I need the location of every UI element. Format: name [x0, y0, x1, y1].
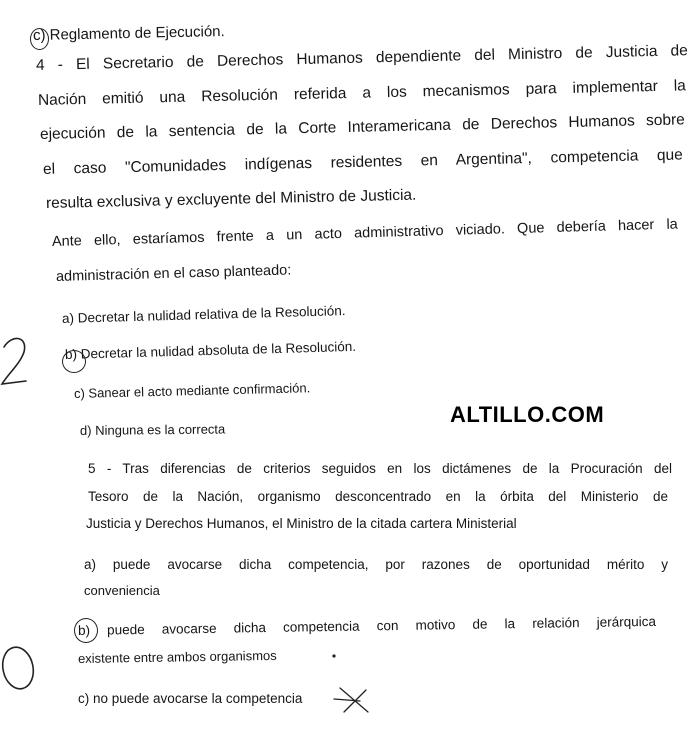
q4-line: el caso "Comunidades indígenas residentes en Argentina", competencia que: [42, 146, 684, 178]
q5-option-b: b) puede avocarse dicha competencia con motivo de la relación jerárquica: [77, 613, 657, 638]
watermark: ALTILLO.COM: [450, 402, 605, 427]
q4-option-b: b) Decretar la nulidad absoluta de la Resolución.: [64, 338, 357, 362]
q4-prompt: Ante ello, estaríamos frente a un acto administrativo viciado. Que debería hacer la: [51, 216, 678, 250]
q4-option-a: a) Decretar la nulidad relativa de la Resolución.: [61, 303, 346, 326]
q5-option-a: conveniencia: [84, 583, 160, 598]
q4-line: 4 - El Secretario de Derechos Humanos dependiente del Ministro de Justicia de: [35, 42, 689, 74]
q4-option-c: c) Sanear el acto mediante confirmación.: [73, 380, 311, 401]
q5-option-b: existente entre ambos organismos: [77, 647, 277, 666]
ink-dot: [332, 654, 335, 657]
handwritten-two: [2, 338, 26, 384]
q5-line: Tesoro de la Nación, organismo desconcentrado en la órbita del Ministerio de: [88, 489, 668, 504]
q4-option-d: d) Ninguna es la correcta: [79, 421, 226, 438]
q4-line: Nación emitió una Resolución referida a los mecanismos para implementar la: [37, 77, 687, 109]
q5-line: 5 - Tras diferencias de criterios seguidos en los dictámenes de la Procuración del: [88, 461, 672, 476]
q5-option-c: c) no puede avocarse la competencia: [78, 691, 303, 706]
item-c-reglamento: c) Reglamento de Ejecución.: [32, 22, 225, 44]
handwritten-zero: [0, 644, 37, 691]
q4-line: ejecución de la sentencia de la Corte Interamericana de Derechos Humanos sobre: [39, 111, 686, 143]
q5-option-a: a) puede avocarse dicha competencia, por razones de oportunidad mérito y: [84, 557, 668, 572]
q4-prompt: administración en el caso planteado:: [55, 262, 292, 285]
q4-line: resulta exclusiva y excluyente del Ministro de Justicia.: [45, 186, 417, 212]
q5-line: Justicia y Derechos Humanos, el Ministro de la citada cartera Ministerial: [86, 516, 517, 531]
cross-mark: [334, 688, 368, 712]
